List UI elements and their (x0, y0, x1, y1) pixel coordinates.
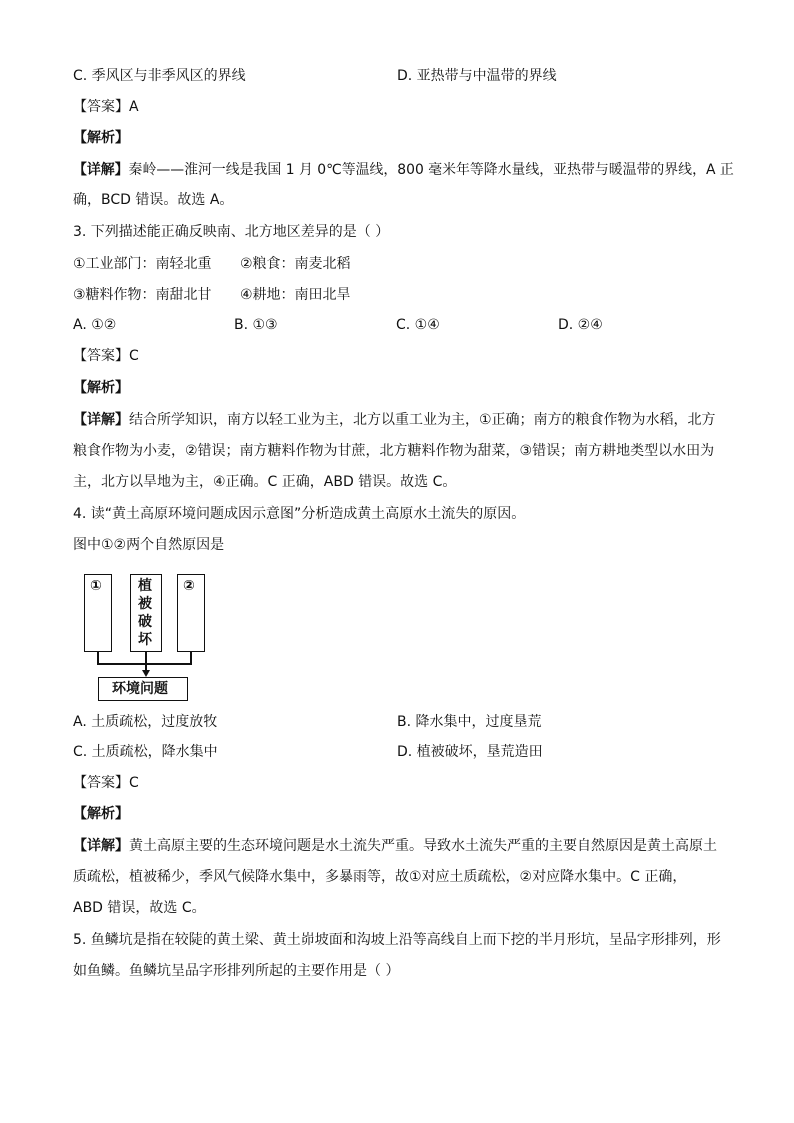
q3-item-2: ②粮食：南麦北稻 (240, 256, 351, 272)
q4-option-a: A. 土质疏松，过度放牧 (73, 714, 218, 730)
q2-detail-tag: 【详解】 (73, 162, 129, 178)
q2-detail-text-1: 秦岭——淮河一线是我国 1 月 0℃等温线，800 毫米年等降水量线，亚热带与暖温带的界线，A 正 (128, 162, 734, 178)
q4-detail-line-1 (73, 836, 717, 856)
q4-analysis-label: 【解析】 (73, 806, 129, 822)
q4-answer: 【答案】C (73, 775, 139, 791)
q3-detail-text-1: 结合所学知识，南方以轻工业为主，北方以重工业为主，①正确；南方的粮食作物为水稻，北方 (129, 412, 716, 428)
q3-option-c: C. ①④ (396, 317, 440, 333)
diagram-box-cause-1 (84, 574, 112, 652)
q3-analysis-label: 【解析】 (73, 380, 129, 396)
q4-detail-tag: 【详解】 (73, 838, 129, 854)
q3-option-d: D. ②④ (558, 317, 603, 333)
diagram-box-vegetation (130, 574, 162, 652)
q3-item-3: ③糖料作物：南甜北甘 (73, 287, 212, 303)
q2-analysis-label: 【解析】 (73, 130, 129, 146)
diagram-char-4: 坏 (138, 632, 152, 648)
q3-detail-line-1 (73, 410, 716, 430)
q3-answer: 【答案】C (73, 348, 139, 364)
q3-detail-line-3: 主，北方以旱地为主，④正确。C 正确，ABD 错误。故选 C。 (73, 474, 457, 490)
q4-sub-stem: 图中①②两个自然原因是 (73, 537, 225, 553)
q2-option-d: D. 亚热带与中温带的界线 (397, 68, 557, 84)
diagram-char-1: 植 (138, 578, 152, 594)
diagram-box-environment-label: 环境问题 (112, 681, 168, 697)
diagram-box-cause-2 (177, 574, 205, 652)
q2-detail-line-2: 确，BCD 错误。故选 A。 (73, 192, 234, 208)
q2-detail-line-1 (73, 160, 734, 180)
diagram-box-environment (98, 677, 188, 701)
q3-stem: 3. 下列描述能正确反映南、北方地区差异的是（ ） (73, 224, 390, 240)
q4-option-c: C. 土质疏松，降水集中 (73, 744, 218, 760)
q4-option-b: B. 降水集中，过度垦荒 (397, 714, 542, 730)
q5-stem-line-2: 如鱼鳞。鱼鳞坑呈品字形排列所起的主要作用是（ ） (73, 963, 400, 979)
q3-item-1: ①工业部门：南轻北重 (73, 256, 212, 272)
diagram-arrow-down-icon (142, 670, 150, 677)
q4-cause-diagram (78, 570, 238, 702)
q4-stem: 4. 读“黄土高原环境问题成因示意图”分析造成黄土高原水土流失的原因。 (73, 506, 526, 522)
diagram-box-cause-1-label: ① (90, 578, 102, 594)
q4-option-d: D. 植被破坏，垦荒造田 (397, 744, 543, 760)
q3-detail-tag: 【详解】 (73, 412, 129, 428)
q3-option-b: B. ①③ (234, 317, 278, 333)
q4-detail-line-3: ABD 错误，故选 C。 (73, 900, 206, 916)
diagram-box-cause-2-label: ② (183, 578, 195, 594)
q3-detail-line-2: 粮食作物为小麦，②错误；南方糖料作物为甘蔗，北方糖料作物为甜菜，③错误；南方耕地类型以水田为 (73, 443, 715, 459)
q4-detail-line-2: 质疏松，植被稀少，季风气候降水集中，多暴雨等，故①对应土质疏松，②对应降水集中。C 正确， (73, 869, 687, 885)
q2-option-c: C. 季风区与非季风区的界线 (73, 68, 246, 84)
q5-stem-line-1: 5. 鱼鳞坑是指在较陡的黄土梁、黄土峁坡面和沟坡上沿等高线自上而下挖的半月形坑，呈品字形排列，形 (73, 932, 721, 948)
diagram-char-3: 破 (138, 614, 152, 630)
diagram-char-2: 被 (138, 596, 152, 612)
q3-option-a: A. ①② (73, 317, 117, 333)
q3-item-4: ④耕地：南田北旱 (240, 287, 351, 303)
q4-detail-text-1: 黄土高原主要的生态环境问题是水土流失严重。导致水土流失严重的主要自然原因是黄土高原土 (129, 838, 717, 854)
q2-answer: 【答案】A (73, 99, 139, 115)
